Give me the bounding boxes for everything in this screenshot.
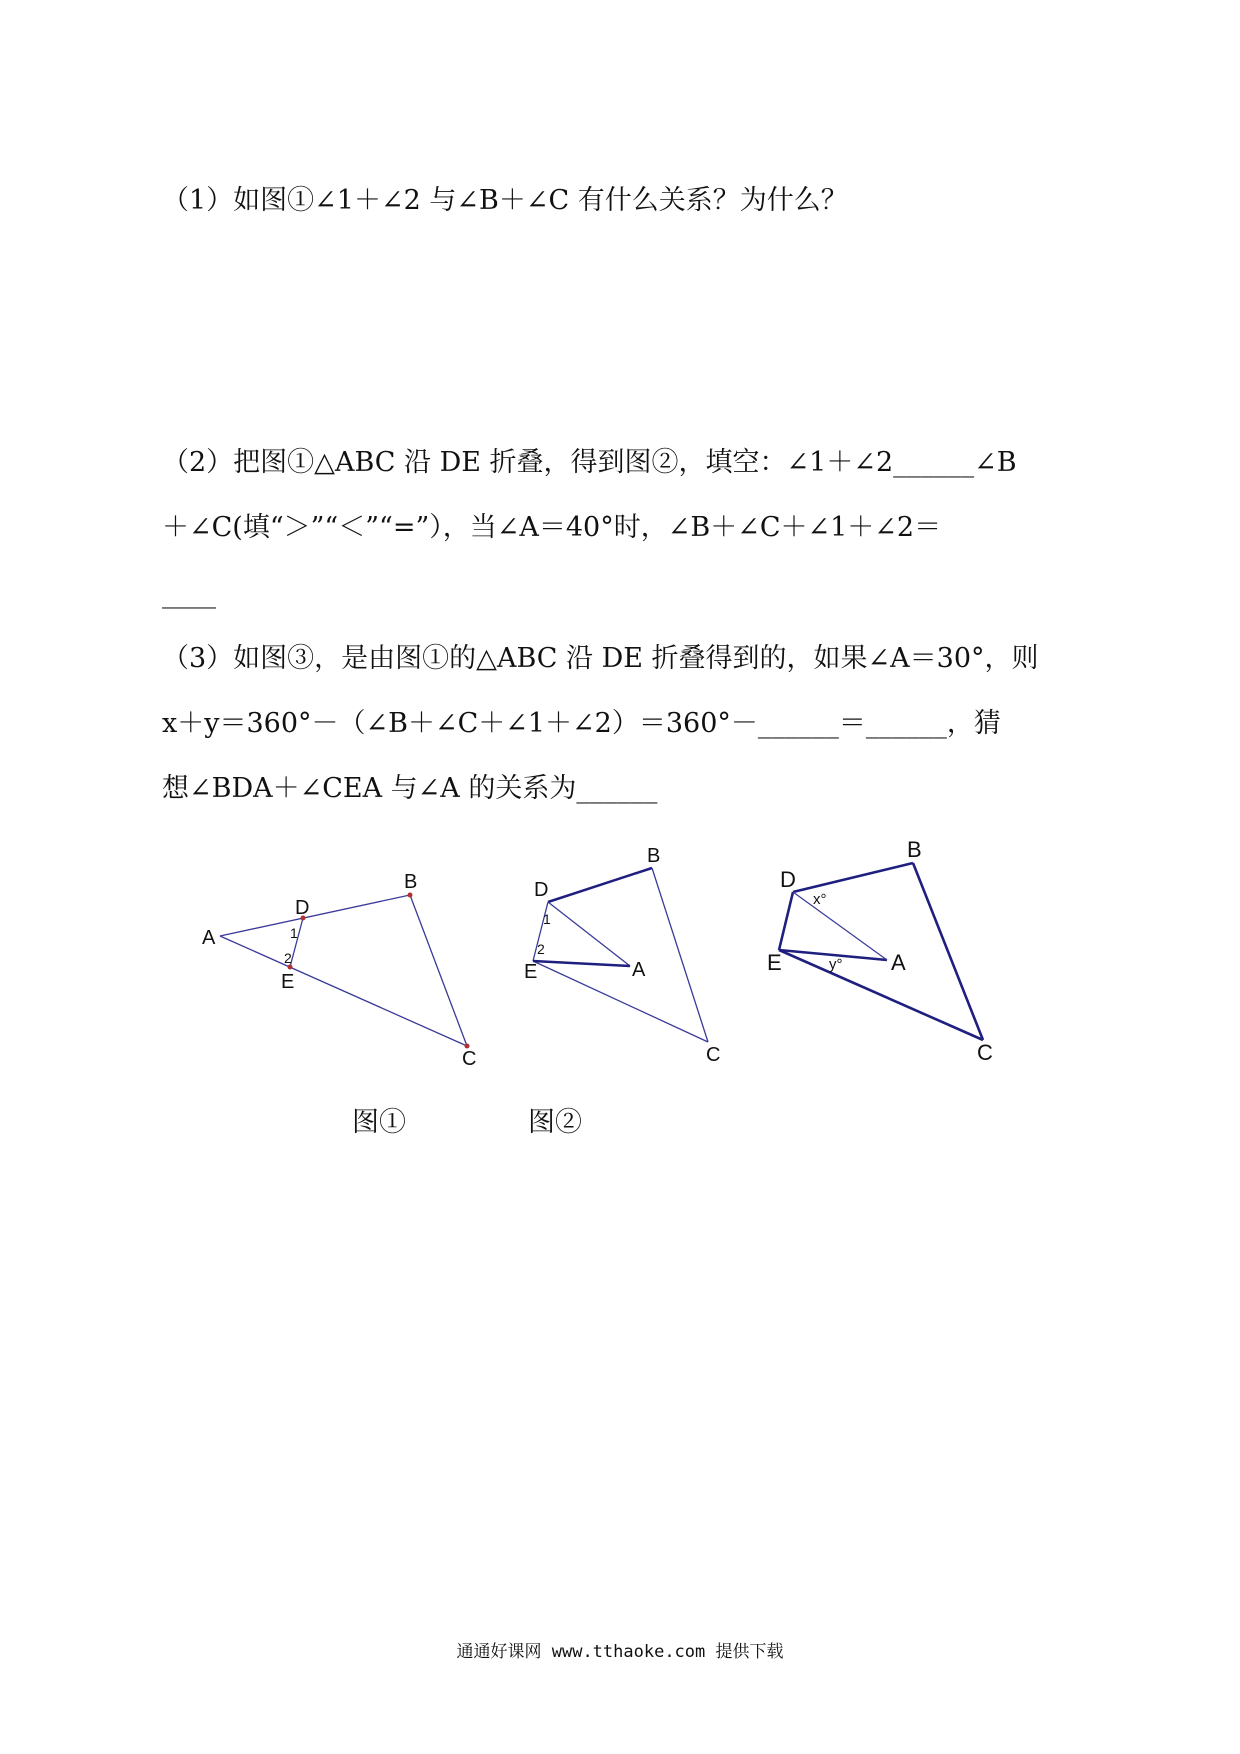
fig2-segment-bc bbox=[652, 868, 708, 1042]
fig2-segment-da bbox=[548, 902, 630, 966]
fig3-label-e: E bbox=[767, 950, 782, 975]
question-3-line-2: x＋y＝360°－（∠B＋∠C＋∠1＋∠2）＝360°－______＝______，猜 bbox=[162, 708, 1001, 739]
question-2-line-3: ____ bbox=[162, 578, 216, 609]
fig3-segment-de bbox=[779, 892, 793, 950]
fig2-label-angle-2: 2 bbox=[537, 941, 545, 957]
fig1-label-b: B bbox=[404, 871, 418, 893]
question-3-line-1: （3）如图③，是由图①的△ABC 沿 DE 折叠得到的，如果∠A＝30°，则 bbox=[162, 643, 1039, 674]
fig3-label-a: A bbox=[891, 950, 906, 975]
figure-2 bbox=[533, 868, 708, 1042]
fig2-label-b: B bbox=[647, 845, 661, 867]
fig3-label-y: y° bbox=[829, 956, 843, 973]
fig2-segment-ea bbox=[533, 961, 630, 966]
fig1-segment-ac bbox=[220, 936, 467, 1046]
question-2-line-2: ＋∠C(填“＞”“＜”“=”），当∠A＝40°时，∠B＋∠C＋∠1＋∠2＝ bbox=[162, 512, 942, 543]
fig3-segment-da bbox=[793, 892, 887, 960]
figure-3 bbox=[779, 863, 983, 1040]
fig2-label-angle-1: 1 bbox=[543, 911, 551, 927]
fig3-label-b: B bbox=[907, 837, 922, 862]
fig3-label-x: x° bbox=[813, 891, 827, 908]
question-3-line-3: 想∠BDA＋∠CEA 与∠A 的关系为______ bbox=[162, 773, 658, 804]
fig1-label-c: C bbox=[462, 1048, 477, 1070]
fig2-label-e: E bbox=[524, 961, 538, 983]
figure-2-caption: 图② bbox=[528, 1107, 582, 1138]
page-footer: 通通好课网 www.tthaoke.com 提供下载 bbox=[456, 1642, 784, 1662]
figure-1-caption: 图① bbox=[352, 1107, 406, 1138]
fig2-segment-ec bbox=[533, 961, 708, 1042]
figure-1 bbox=[220, 893, 470, 1049]
fig1-label-angle-2: 2 bbox=[284, 950, 292, 966]
fig1-label-a: A bbox=[202, 927, 216, 949]
fig2-segment-db bbox=[548, 868, 652, 902]
fig3-label-c: C bbox=[977, 1040, 993, 1065]
fig2-label-d: D bbox=[534, 879, 549, 901]
question-2-line-1: （2）把图①△ABC 沿 DE 折叠，得到图②，填空：∠1＋∠2______∠B bbox=[162, 447, 1017, 478]
fig1-segment-bc bbox=[410, 895, 467, 1046]
fig3-label-d: D bbox=[780, 867, 796, 892]
question-1: （1）如图①∠1＋∠2 与∠B＋∠C 有什么关系？为什么？ bbox=[162, 185, 848, 216]
fig1-segment-ab bbox=[220, 895, 410, 936]
fig1-labels bbox=[202, 871, 476, 1070]
fig2-label-a: A bbox=[632, 959, 646, 981]
fig1-label-e: E bbox=[281, 971, 295, 993]
fig2-label-c: C bbox=[706, 1044, 721, 1066]
fig1-label-angle-1: 1 bbox=[290, 925, 298, 941]
fig1-label-d: D bbox=[295, 897, 310, 919]
fig1-point-b bbox=[408, 893, 413, 898]
fig3-segment-db bbox=[793, 863, 913, 892]
